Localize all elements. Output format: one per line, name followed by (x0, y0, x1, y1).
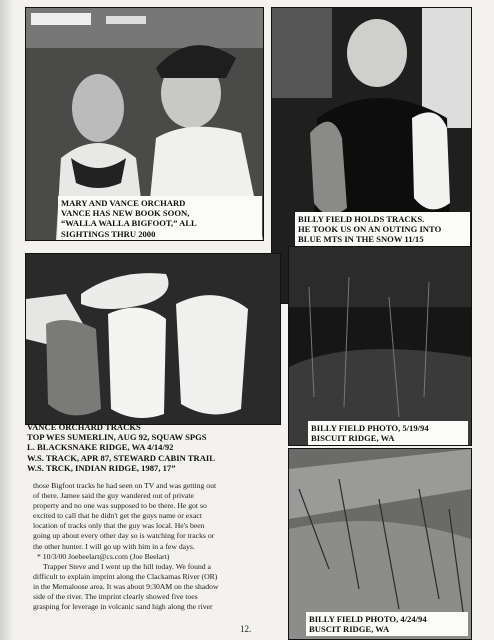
caption-line: L. BLACKSNAKE RIDGE, WA 4/14/92 (27, 442, 174, 453)
caption-line: BUSCIT RIDGE, WA (309, 624, 390, 635)
caption-line: BILLY FIELD HOLDS TRACKS. (298, 214, 425, 224)
photo-billy-field-5-19-94 (288, 246, 472, 446)
photo-vance-orchard-tracks (25, 253, 281, 425)
article-line: side of the river. The imprint clearly showed five toes (33, 592, 198, 602)
caption-line: HE TOOK US ON AN OUTING INTO (298, 224, 442, 235)
caption-line: BISCUIT RIDGE, WA (311, 433, 395, 444)
caption-vance-orchard-tracks (25, 420, 283, 478)
article-line: the other hunter. I will go up with him in a few days. (33, 541, 195, 551)
binder-edge (0, 0, 14, 640)
article-line: difficult to explain imprint along the Clackamas River (OR) (33, 571, 218, 581)
caption-line: VANCE HAS NEW BOOK SOON, (61, 208, 190, 219)
article-line: Trapper Steve and I went up the hill today. We found a (43, 561, 211, 571)
caption-billy-field-4-24-94 (306, 612, 468, 636)
caption-line: W.S. TRACK, APR 87, STEWARD CABIN TRAIL (27, 452, 215, 463)
photo-vance-orchard-tracks-image (26, 254, 280, 424)
caption-line: BILLY FIELD PHOTO, 5/19/94 (311, 423, 429, 433)
article-text (33, 481, 287, 612)
caption-line: BLUE MTS IN THE SNOW 11/15 (298, 234, 424, 245)
article-line: in the Memaloose area. It was about 9:30AM on the shadow (33, 581, 219, 591)
page-number: 12. (240, 624, 252, 634)
caption-line: W.S. TRCK, INDIAN RIDGE, 1987, 17” (27, 462, 176, 473)
caption-line: MARY AND VANCE ORCHARD (61, 198, 186, 208)
article-line: those Bigfoot tracks he had seen on TV and was getting out (33, 481, 217, 490)
caption-line: VANCE ORCHARD TRACKS (27, 422, 141, 432)
caption-line: SIGHTINGS THRU 2000 (61, 228, 156, 239)
article-line: location of tracks only that the guy was local. He's been (33, 521, 205, 531)
caption-line: “WALLA WALLA BIGFOOT,” ALL (61, 218, 197, 229)
caption-billy-holds-tracks (295, 212, 470, 246)
photo-billy-field-5-19-94-image (289, 247, 471, 445)
caption-billy-field-5-19-94 (308, 421, 468, 445)
article-line: going up about every other day so is watching for tracks or (33, 531, 215, 541)
caption-line: BILLY FIELD PHOTO, 4/24/94 (309, 614, 427, 624)
photo-billy-field-4-24-94-image (289, 449, 471, 639)
caption-line: TOP WES SUMERLIN, AUG 92, SQUAW SPGS (27, 432, 207, 443)
article-line: excited to call that he didn't get the guys name or exact (33, 511, 202, 521)
article-line: grasping for leverage in volcanic sand high along the river (33, 602, 213, 612)
article-entry-header: * 10/3/00 Joebeelart@cs.com (Joe Beelart) (37, 551, 170, 561)
article-line: property and no one was supposed to be there. He got so (33, 501, 207, 511)
article-line: of there. Jamee said the guy wandered out of private (33, 491, 194, 501)
caption-mary-and-vance (58, 196, 262, 240)
